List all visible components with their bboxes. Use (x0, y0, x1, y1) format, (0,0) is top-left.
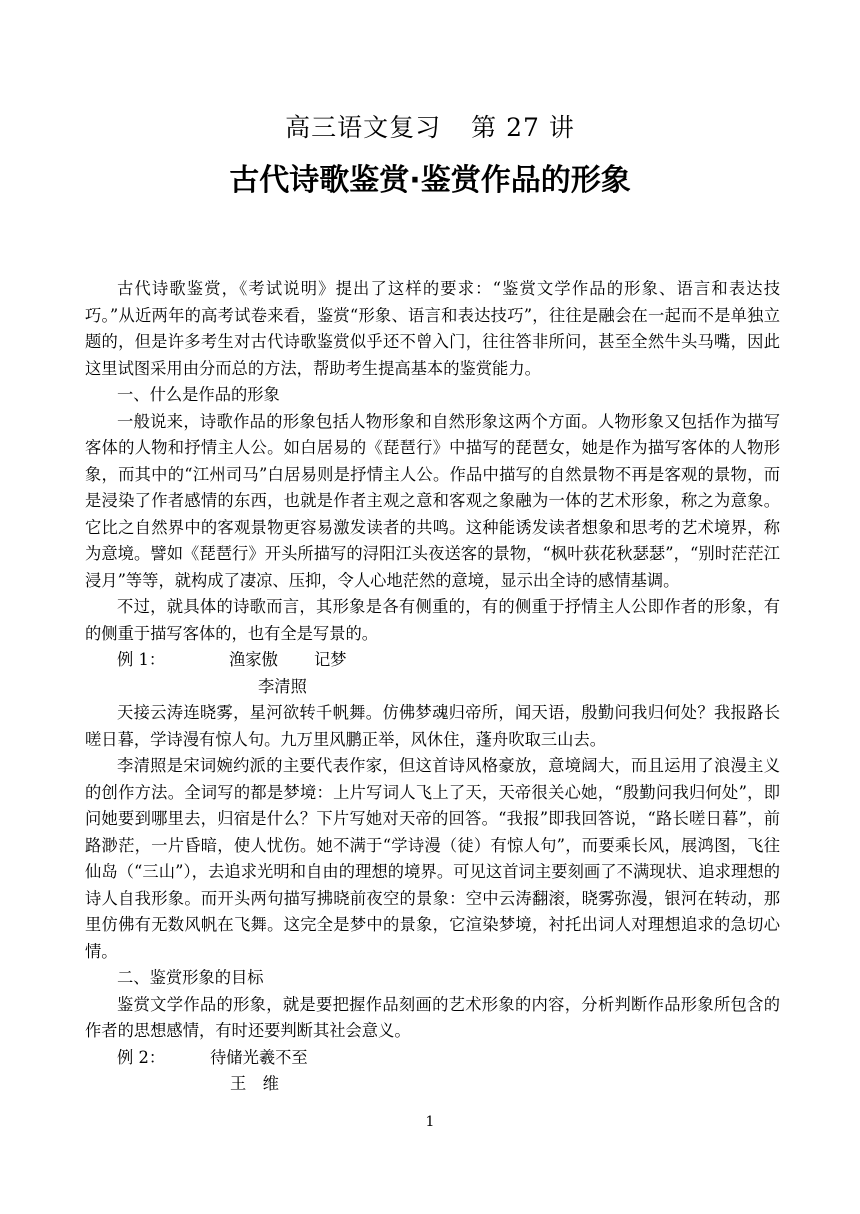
example1-poem-subtitle: 记梦 (314, 650, 347, 669)
header-subject: 高三语文复习 (285, 113, 442, 142)
example1-line (85, 647, 780, 674)
intro-paragraph: 古代诗歌鉴赏，《考试说明》提出了这样的要求：“鉴赏文学作品的形象、语言和表达技巧。”从近两年的高考试卷来看，鉴赏“形象、语言和表达技巧”，往往是融会在一起而不是单独立题的，但是许多考生对古代诗歌鉴赏似乎还不曾入门，往往答非所问，甚至全然牛头马嘴，因此这里试图采用由分而总的方法，帮助考生提高基本的鉴赏能力。 (85, 279, 780, 378)
example2-label: 例 2： (117, 1047, 166, 1067)
section1-heading: 一、什么是作品的形象 (117, 385, 280, 404)
section2-heading: 二、鉴赏形象的目标 (117, 968, 264, 987)
example1-author: 李清照 (258, 676, 307, 696)
example1-poem: 天接云涛连晓雾，星河欲转千帆舞。仿佛梦魂归帝所，闻天语，殷勤问我归何处？我报路长嗟日暮，学诗漫有惊人句。九万里风鹏正举，风休住，蓬舟吹取三山去。 (85, 703, 780, 749)
example2-line (85, 1045, 780, 1072)
example1-label: 例 1： (117, 650, 166, 669)
example2-poem-title: 待储光羲不至 (210, 1047, 308, 1067)
example1-analysis: 李清照是宋词婉约派的主要代表作家，但这首诗风格豪放，意境阔大，而且运用了浪漫主义的创作方法。全词写的都是梦境：上片写词人飞上了天，天帝很关心她，“殷勤问我归何处”，即问她要到哪里去，归宿是什么？下片写她对天帝的回答。“我报”即我回答说，“路长嗟日暮”，前路渺茫，一片昏暗，使人忧伤。她不满于“学诗漫（徒）有惊人句”，而要乘长风，展鸿图，飞往仙岛（“三山”），去追求光明和自由的理想的境界。可见这首词主要刻画了不满现状、追求理想的诗人自我形象。而开头两句描写拂晓前夜空的景象：空中云涛翻滚，晓雾弥漫，银河在转动，那里仿佛有无数风帆在飞舞。这完全是梦中的景象，它渲染梦境，衬托出词人对理想追求的急切心情。 (85, 756, 780, 961)
header-lecture: 第 27 讲 (471, 113, 575, 142)
page-number: 1 (425, 1114, 435, 1130)
example1-poem-title: 渔家傲 (229, 650, 278, 669)
page-title: 古代诗歌鉴赏·鉴赏作品的形象 (229, 163, 631, 198)
section1-paragraph-1: 一般说来，诗歌作品的形象包括人物形象和自然形象这两个方面。人物形象又包括作为描写客体的人物和抒情主人公。如白居易的《琵琶行》中描写的琵琶女，她是作为描写客体的人物形象，而其中的“江州司马”白居易则是抒情主人公。作品中描写的自然景物不再是客观的景物，而是浸染了作者感情的东西，也就是作者主观之意和客观之象融为一体的艺术形象，称之为意象。它比之自然界中的客观景物更容易激发读者的共鸣。这种能诱发读者想象和思考的艺术境界，称为意境。譬如《琵琶行》开头所描写的浔阳江头夜送客的景物，“枫叶荻花秋瑟瑟”，“别时茫茫江浸月”等等，就构成了凄凉、压抑，令人心地茫然的意境，显示出全诗的感情基调。 (85, 411, 780, 590)
document-body (85, 276, 780, 1098)
section2-paragraph-1: 鉴赏文学作品的形象，就是要把握作品刻画的艺术形象的内容，分析判断作品形象所包含的作者的思想感情，有时还要判断其社会意义。 (85, 994, 780, 1040)
section1-paragraph-2: 不过，就具体的诗歌而言，其形象是各有侧重的，有的侧重于抒情主人公即作者的形象，有的侧重于描写客体的，也有全是写景的。 (85, 597, 780, 643)
lecture-header (0, 108, 860, 144)
example2-author: 王 维 (230, 1074, 279, 1093)
